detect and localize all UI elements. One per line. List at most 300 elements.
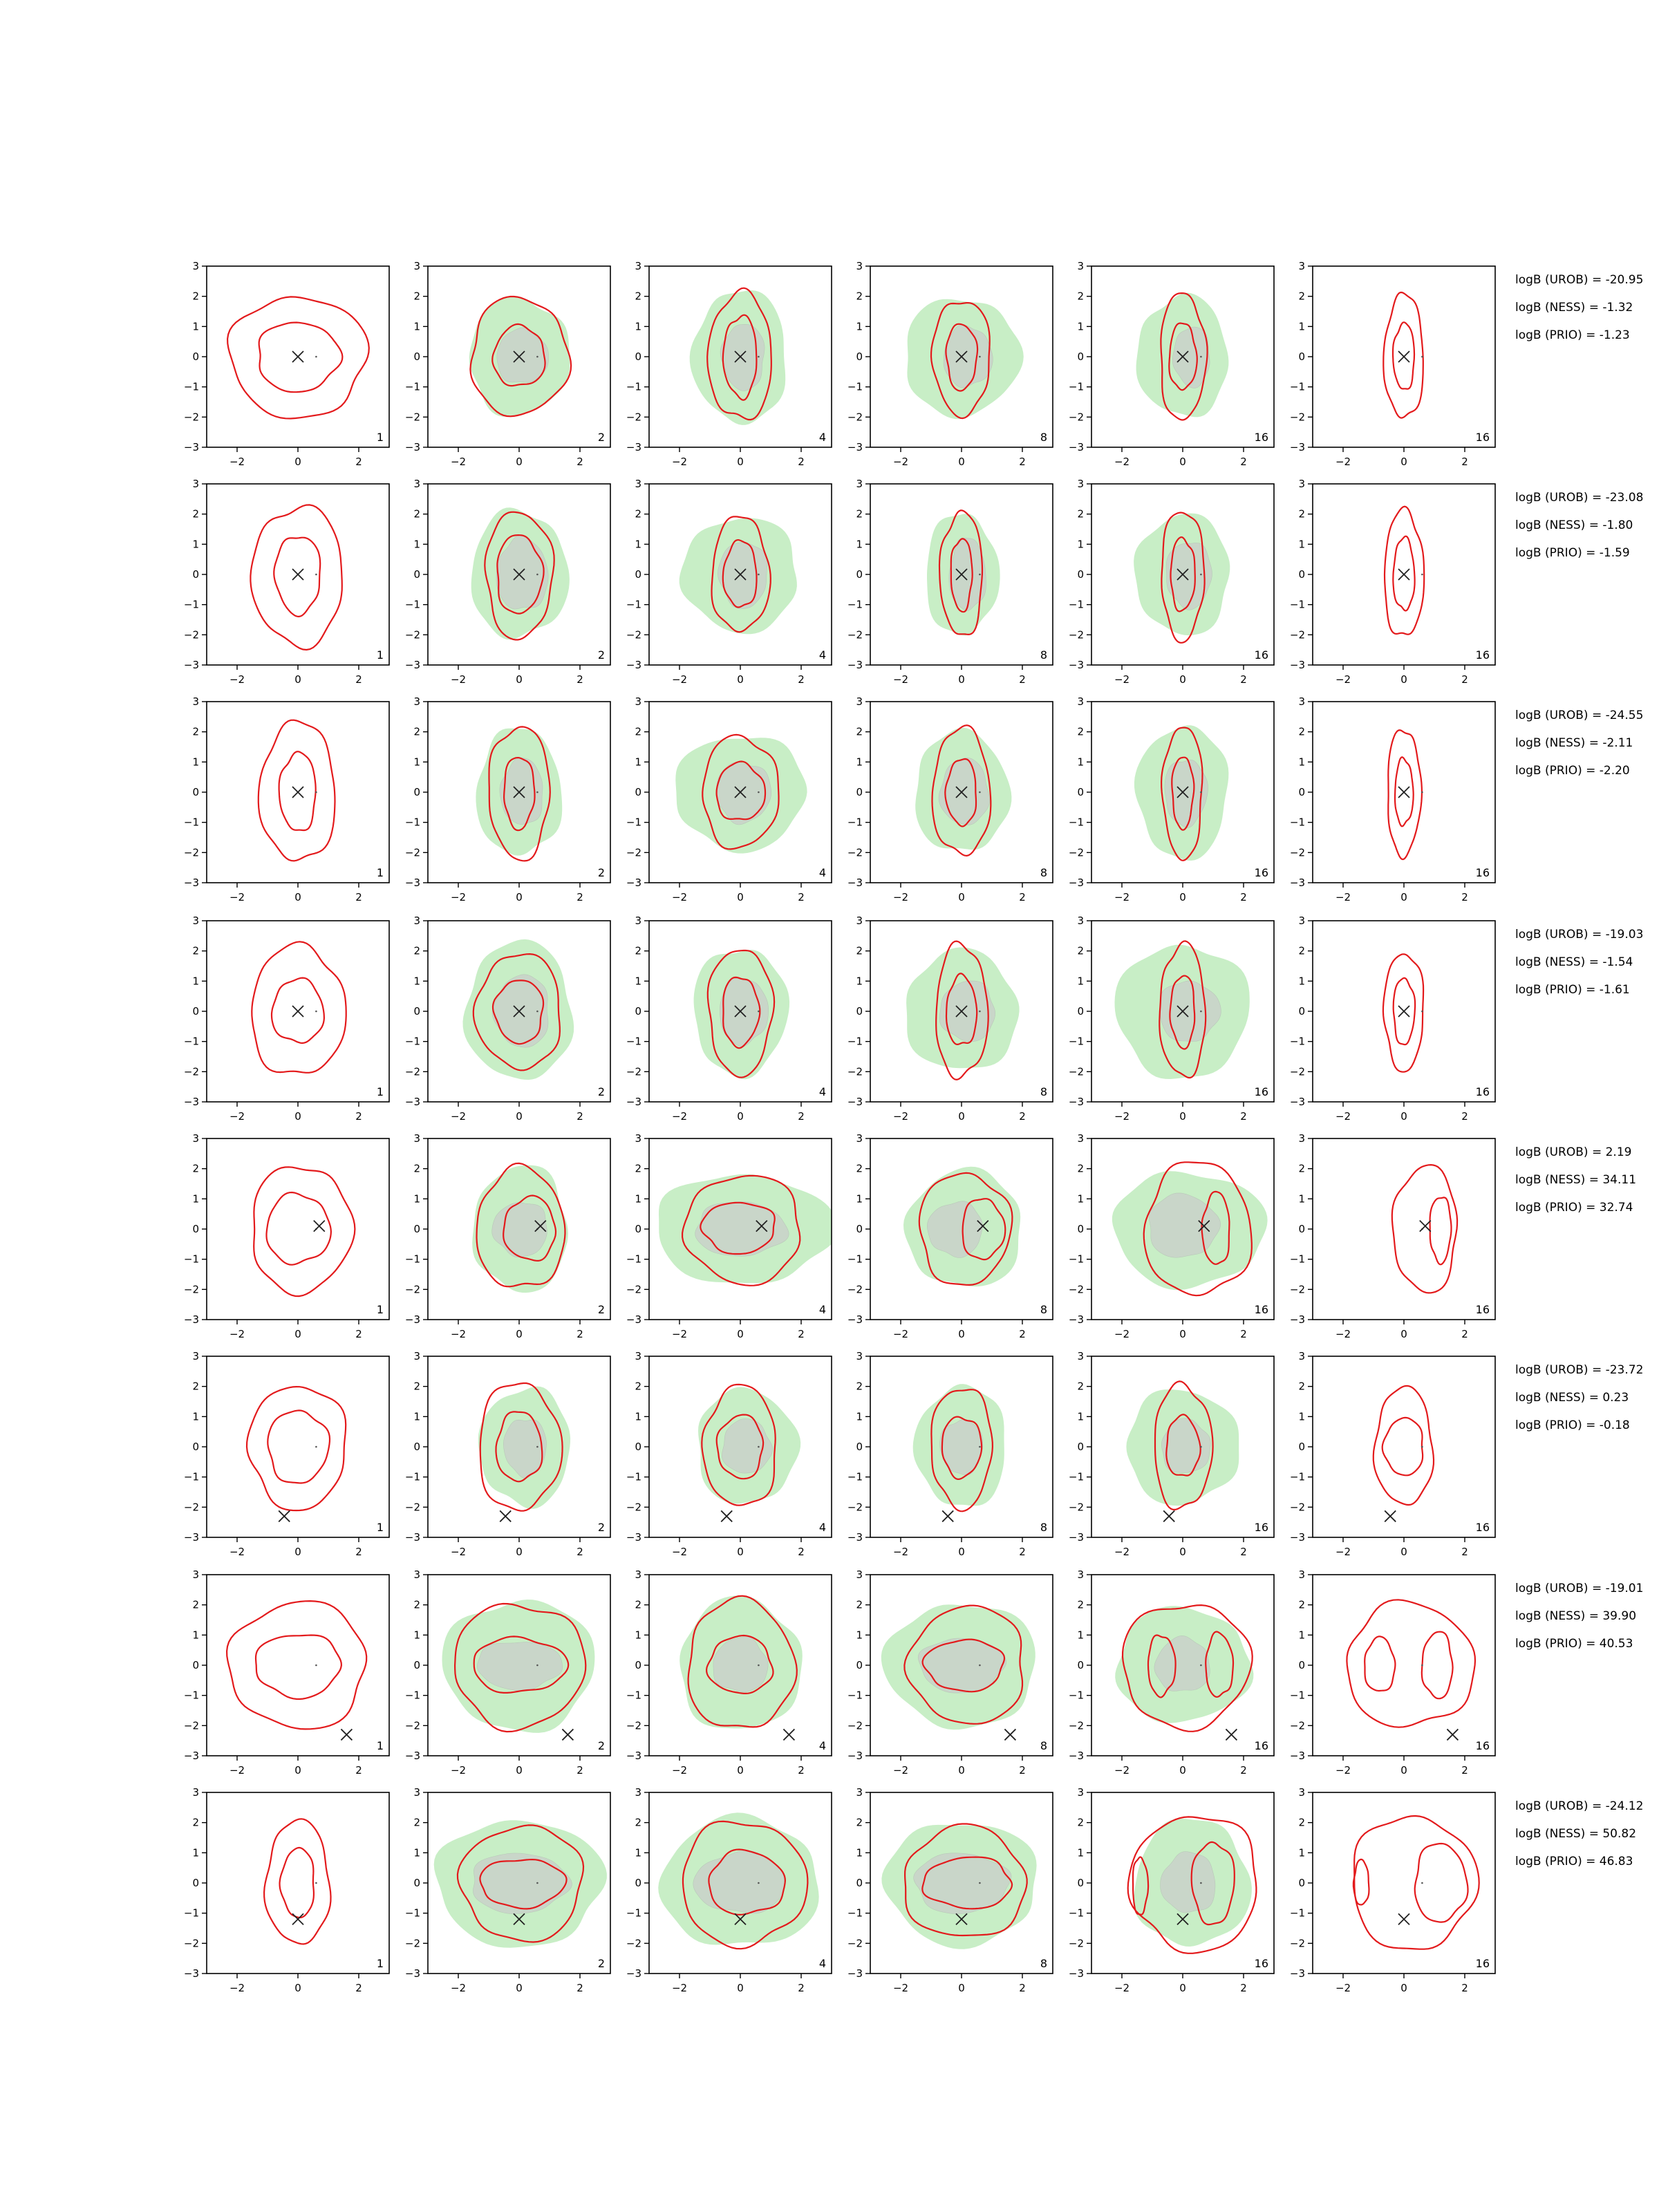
y-tick-label: −1 xyxy=(183,1689,199,1702)
y-tick-label: −3 xyxy=(626,1313,641,1326)
true-value-marker xyxy=(292,569,303,580)
panel-r1-c5 xyxy=(1069,260,1274,468)
panel-label: 4 xyxy=(818,866,826,879)
x-tick-label: 2 xyxy=(1019,1764,1026,1777)
panel-label: 4 xyxy=(818,1739,826,1752)
y-tick-label: −2 xyxy=(847,1719,863,1732)
y-tick-label: 3 xyxy=(635,1786,641,1799)
y-tick-label: 2 xyxy=(192,1816,199,1829)
y-tick-label: −1 xyxy=(1068,1689,1084,1702)
y-tick-label: 0 xyxy=(635,568,641,581)
y-tick-label: 0 xyxy=(1077,786,1084,798)
contour-line xyxy=(254,1167,355,1296)
y-tick-label: 1 xyxy=(413,756,420,769)
center-dot xyxy=(758,574,760,576)
y-tick-label: −1 xyxy=(1068,380,1084,393)
panel-label: 1 xyxy=(376,1739,384,1752)
panel-label: 1 xyxy=(376,1303,384,1316)
y-tick-label: 1 xyxy=(856,1846,863,1859)
y-tick-label: −1 xyxy=(1289,1906,1305,1920)
center-dot xyxy=(758,1882,760,1884)
y-tick-label: −2 xyxy=(1068,1719,1084,1732)
center-dot xyxy=(315,1446,317,1448)
y-tick-label: 1 xyxy=(192,1846,199,1859)
y-tick-label: −1 xyxy=(404,380,420,393)
x-tick-label: 0 xyxy=(294,673,301,686)
x-tick-label: 0 xyxy=(294,1328,301,1340)
y-tick-label: −3 xyxy=(1068,1313,1084,1326)
center-dot xyxy=(1200,574,1202,576)
y-tick-label: −2 xyxy=(183,1283,199,1296)
panel-r6-c1 xyxy=(184,1350,389,1558)
x-tick-label: −2 xyxy=(1335,891,1351,903)
y-tick-label: 1 xyxy=(192,538,199,551)
x-tick-label: 0 xyxy=(958,1764,965,1777)
y-tick-label: 0 xyxy=(856,1659,863,1671)
panel-label: 4 xyxy=(818,648,826,662)
y-tick-label: 0 xyxy=(856,1441,863,1453)
y-tick-label: −3 xyxy=(404,1531,420,1544)
y-tick-label: 1 xyxy=(1077,320,1084,333)
panel-r5-c1 xyxy=(184,1132,389,1340)
x-tick-label: 0 xyxy=(737,1982,744,1994)
logb-annotation: logB (UROB) = 2.19 xyxy=(1515,1145,1632,1159)
panel-r6-c5 xyxy=(1069,1350,1274,1558)
x-tick-label: 0 xyxy=(516,1110,523,1123)
y-tick-label: 2 xyxy=(413,507,420,521)
logb-annotation: logB (UROB) = -23.72 xyxy=(1515,1363,1644,1377)
axes-frame xyxy=(1313,1138,1495,1320)
x-tick-label: 2 xyxy=(577,1110,583,1123)
panel-label: 16 xyxy=(1254,648,1268,662)
x-tick-label: −2 xyxy=(892,1764,909,1777)
y-tick-label: 3 xyxy=(192,1568,199,1581)
y-tick-label: 2 xyxy=(413,1816,420,1829)
x-tick-label: 0 xyxy=(294,456,301,468)
y-tick-label: 1 xyxy=(413,1192,420,1206)
y-tick-label: −3 xyxy=(404,1967,420,1980)
y-tick-label: −2 xyxy=(626,411,641,424)
logb-annotation: logB (UROB) = -20.95 xyxy=(1515,273,1644,287)
x-tick-label: 0 xyxy=(1400,1328,1407,1340)
y-tick-label: 0 xyxy=(1298,568,1305,581)
y-tick-label: −1 xyxy=(847,1253,863,1266)
y-tick-label: 1 xyxy=(1298,320,1305,333)
panel-r8-c6 xyxy=(1290,1786,1495,1994)
panel-label: 8 xyxy=(1040,1739,1047,1752)
y-tick-label: 3 xyxy=(635,260,641,272)
y-tick-label: −3 xyxy=(1289,1096,1305,1108)
panel-label: 16 xyxy=(1475,866,1490,879)
x-tick-label: 2 xyxy=(798,456,805,468)
y-tick-label: 2 xyxy=(192,507,199,521)
y-tick-label: −1 xyxy=(1289,1035,1305,1048)
panel-r7-c5 xyxy=(1069,1568,1274,1777)
x-tick-label: 0 xyxy=(737,1110,744,1123)
x-tick-label: 2 xyxy=(355,673,362,686)
y-tick-label: 2 xyxy=(1077,1816,1084,1829)
y-tick-label: 0 xyxy=(413,786,420,798)
panel-r2-c4 xyxy=(847,478,1053,686)
y-tick-label: 3 xyxy=(192,695,199,708)
y-tick-label: 2 xyxy=(856,1380,863,1393)
y-tick-label: −1 xyxy=(626,1470,641,1483)
y-tick-label: 0 xyxy=(856,350,863,363)
contour-line xyxy=(227,1601,366,1729)
y-tick-label: 2 xyxy=(1298,725,1305,738)
y-tick-label: −2 xyxy=(183,411,199,424)
logb-annotation: logB (PRIO) = 46.83 xyxy=(1515,1855,1633,1868)
true-value-marker xyxy=(942,1510,953,1521)
y-tick-label: −3 xyxy=(404,1096,420,1108)
x-tick-label: −2 xyxy=(671,1328,688,1340)
y-tick-label: −2 xyxy=(847,846,863,859)
true-value-marker xyxy=(314,1221,325,1232)
y-tick-label: −1 xyxy=(404,1689,420,1702)
x-tick-label: 2 xyxy=(1240,673,1247,686)
logb-annotation: logB (PRIO) = -1.61 xyxy=(1515,983,1630,997)
x-tick-label: 0 xyxy=(1400,1110,1407,1123)
contour-line xyxy=(1393,536,1414,611)
panel-label: 8 xyxy=(1040,1957,1047,1970)
y-tick-label: 1 xyxy=(1298,538,1305,551)
y-tick-label: 0 xyxy=(1077,1441,1084,1453)
y-tick-label: −3 xyxy=(626,441,641,453)
x-tick-label: −2 xyxy=(229,1110,245,1123)
x-tick-label: 0 xyxy=(1179,1328,1186,1340)
y-tick-label: 3 xyxy=(1298,695,1305,708)
y-tick-label: −1 xyxy=(404,816,420,829)
center-dot xyxy=(1421,1665,1423,1667)
y-tick-label: 2 xyxy=(413,725,420,738)
y-tick-label: 3 xyxy=(856,1132,863,1145)
x-tick-label: 2 xyxy=(355,1982,362,1994)
y-tick-label: 0 xyxy=(1077,568,1084,581)
y-tick-label: −3 xyxy=(847,877,863,889)
y-tick-label: 1 xyxy=(413,1410,420,1423)
contour-line xyxy=(1383,954,1423,1071)
y-tick-label: −1 xyxy=(404,598,420,611)
y-tick-label: 1 xyxy=(192,1192,199,1206)
y-tick-label: 0 xyxy=(856,1877,863,1889)
x-tick-label: −2 xyxy=(1114,1982,1130,1994)
y-tick-label: 1 xyxy=(192,975,199,988)
x-tick-label: 2 xyxy=(577,1546,583,1558)
y-tick-label: −2 xyxy=(847,1065,863,1078)
y-tick-label: 1 xyxy=(856,1192,863,1206)
y-tick-label: −1 xyxy=(183,816,199,829)
x-tick-label: −2 xyxy=(1335,1328,1351,1340)
center-dot xyxy=(1200,1011,1202,1013)
y-tick-label: −1 xyxy=(847,1906,863,1920)
panel-r3-c4 xyxy=(847,695,1053,903)
y-tick-label: −1 xyxy=(1289,1470,1305,1483)
y-tick-label: −3 xyxy=(1068,877,1084,889)
y-tick-label: −2 xyxy=(1068,846,1084,859)
x-tick-label: 2 xyxy=(1019,673,1026,686)
y-tick-label: −2 xyxy=(847,1501,863,1514)
x-tick-label: 0 xyxy=(1400,891,1407,903)
true-value-marker xyxy=(783,1729,794,1740)
x-tick-label: 0 xyxy=(958,1546,965,1558)
y-tick-label: −2 xyxy=(1068,628,1084,641)
y-tick-label: 3 xyxy=(856,915,863,927)
y-tick-label: 0 xyxy=(1298,1223,1305,1235)
y-tick-label: 2 xyxy=(635,1816,641,1829)
contour-line xyxy=(1365,1636,1395,1691)
x-tick-label: 0 xyxy=(1179,456,1186,468)
logb-annotation: logB (PRIO) = -1.59 xyxy=(1515,546,1630,560)
y-tick-label: 2 xyxy=(192,290,199,303)
y-tick-label: −1 xyxy=(1068,1470,1084,1483)
x-tick-label: 0 xyxy=(958,456,965,468)
y-tick-label: −1 xyxy=(626,1906,641,1920)
y-tick-label: −3 xyxy=(404,659,420,671)
contour-line xyxy=(1353,1859,1369,1905)
x-tick-label: −2 xyxy=(671,1982,688,1994)
contour-line xyxy=(1430,1197,1452,1264)
y-tick-label: −2 xyxy=(404,1719,420,1732)
x-tick-label: 2 xyxy=(1019,456,1026,468)
center-dot xyxy=(315,574,317,576)
x-tick-label: −2 xyxy=(671,1546,688,1558)
y-tick-label: −2 xyxy=(1289,846,1305,859)
y-tick-label: 0 xyxy=(635,1005,641,1018)
x-tick-label: 0 xyxy=(958,1982,965,1994)
y-tick-label: 0 xyxy=(192,350,199,363)
x-tick-label: 2 xyxy=(355,456,362,468)
y-tick-label: −3 xyxy=(1068,1750,1084,1762)
panel-label: 16 xyxy=(1254,1521,1268,1534)
y-tick-label: 3 xyxy=(413,478,420,490)
y-tick-label: 3 xyxy=(413,1132,420,1145)
y-tick-label: −1 xyxy=(183,1035,199,1048)
y-tick-label: −3 xyxy=(183,1313,199,1326)
x-tick-label: 0 xyxy=(737,1546,744,1558)
y-tick-label: 2 xyxy=(192,1380,199,1393)
x-tick-label: −2 xyxy=(450,1110,467,1123)
x-tick-label: 0 xyxy=(294,891,301,903)
y-tick-label: 1 xyxy=(635,756,641,769)
y-tick-label: −3 xyxy=(404,1750,420,1762)
x-tick-label: 0 xyxy=(1179,1546,1186,1558)
y-tick-label: 2 xyxy=(1298,1380,1305,1393)
center-dot xyxy=(1421,1011,1423,1013)
y-tick-label: 1 xyxy=(635,975,641,988)
y-tick-label: 1 xyxy=(1077,1846,1084,1859)
center-dot xyxy=(979,1882,981,1884)
y-tick-label: −3 xyxy=(847,1967,863,1980)
y-tick-label: 0 xyxy=(413,1877,420,1889)
x-tick-label: −2 xyxy=(671,673,688,686)
x-tick-label: −2 xyxy=(229,456,245,468)
y-tick-label: 0 xyxy=(413,350,420,363)
panel-label: 1 xyxy=(376,866,384,879)
y-tick-label: 3 xyxy=(413,695,420,708)
panel-label: 2 xyxy=(597,648,605,662)
y-tick-label: −3 xyxy=(1289,1531,1305,1544)
y-tick-label: −2 xyxy=(183,1065,199,1078)
axes-frame xyxy=(1313,1356,1495,1537)
y-tick-label: −1 xyxy=(183,1906,199,1920)
y-tick-label: −1 xyxy=(1289,1253,1305,1266)
panel-r2-c6 xyxy=(1290,478,1495,686)
y-tick-label: 2 xyxy=(635,1162,641,1175)
y-tick-label: 1 xyxy=(856,1410,863,1423)
y-tick-label: 0 xyxy=(192,786,199,798)
y-tick-label: 2 xyxy=(856,1598,863,1611)
y-tick-label: 3 xyxy=(1298,260,1305,272)
y-tick-label: 3 xyxy=(635,695,641,708)
y-tick-label: 0 xyxy=(1298,1659,1305,1671)
x-tick-label: 2 xyxy=(1019,891,1026,903)
y-tick-label: 0 xyxy=(1077,1005,1084,1018)
y-tick-label: −3 xyxy=(183,1531,199,1544)
y-tick-label: 2 xyxy=(413,1598,420,1611)
center-dot xyxy=(758,791,760,794)
y-tick-label: 2 xyxy=(1077,1380,1084,1393)
contour-line xyxy=(252,941,346,1073)
x-tick-label: −2 xyxy=(892,673,909,686)
logb-annotation: logB (UROB) = -24.12 xyxy=(1515,1799,1644,1813)
true-value-marker xyxy=(500,1510,511,1521)
y-tick-label: 3 xyxy=(1298,1786,1305,1799)
y-tick-label: 1 xyxy=(635,1192,641,1206)
x-tick-label: −2 xyxy=(1114,891,1130,903)
y-tick-label: −3 xyxy=(847,1313,863,1326)
y-tick-label: 0 xyxy=(1077,1877,1084,1889)
x-tick-label: −2 xyxy=(1114,1328,1130,1340)
contour-line xyxy=(1422,1632,1453,1699)
x-tick-label: 2 xyxy=(577,673,583,686)
panel-label: 16 xyxy=(1475,1957,1490,1970)
center-dot xyxy=(1200,356,1202,358)
y-tick-label: 1 xyxy=(1077,1192,1084,1206)
x-tick-label: −2 xyxy=(450,891,467,903)
y-tick-label: −1 xyxy=(626,598,641,611)
y-tick-label: −3 xyxy=(847,1750,863,1762)
y-tick-label: 3 xyxy=(635,478,641,490)
center-dot xyxy=(536,1446,538,1448)
y-tick-label: −2 xyxy=(1068,1501,1084,1514)
true-value-marker xyxy=(721,1510,732,1521)
x-tick-label: −2 xyxy=(450,1328,467,1340)
y-tick-label: −1 xyxy=(847,816,863,829)
y-tick-label: 3 xyxy=(413,1786,420,1799)
y-tick-label: −1 xyxy=(183,598,199,611)
y-tick-label: −3 xyxy=(1068,1531,1084,1544)
y-tick-label: −2 xyxy=(1289,1501,1305,1514)
panel-label: 2 xyxy=(597,1739,605,1752)
y-tick-label: −3 xyxy=(1289,1750,1305,1762)
panel-r5-c2 xyxy=(405,1132,610,1340)
panel-r4-c6 xyxy=(1290,915,1495,1123)
y-tick-label: 2 xyxy=(856,290,863,303)
panel-label: 8 xyxy=(1040,866,1047,879)
true-value-marker xyxy=(341,1729,352,1740)
panel-r4-c3 xyxy=(626,915,832,1123)
y-tick-label: −2 xyxy=(1289,1719,1305,1732)
true-value-marker xyxy=(1004,1729,1015,1740)
x-tick-label: 0 xyxy=(958,891,965,903)
logb-annotation: logB (UROB) = -24.55 xyxy=(1515,709,1644,722)
panel-label: 16 xyxy=(1254,866,1268,879)
logb-annotation: logB (NESS) = -2.11 xyxy=(1515,736,1633,750)
y-tick-label: −3 xyxy=(626,1750,641,1762)
x-tick-label: −2 xyxy=(229,673,245,686)
x-tick-label: 2 xyxy=(1240,1546,1247,1558)
logb-annotation: logB (NESS) = 34.11 xyxy=(1515,1173,1637,1187)
x-tick-label: 2 xyxy=(1461,1982,1468,1994)
x-tick-label: 2 xyxy=(798,1546,805,1558)
x-tick-label: −2 xyxy=(671,456,688,468)
x-tick-label: 2 xyxy=(798,1764,805,1777)
y-tick-label: −2 xyxy=(404,1283,420,1296)
y-tick-label: −3 xyxy=(847,441,863,453)
panel-r2-c5 xyxy=(1069,478,1274,686)
y-tick-label: −3 xyxy=(183,1967,199,1980)
x-tick-label: 2 xyxy=(1461,1546,1468,1558)
y-tick-label: −3 xyxy=(626,659,641,671)
y-tick-label: 0 xyxy=(192,1877,199,1889)
y-tick-label: 3 xyxy=(635,1568,641,1581)
panel-r6-c4 xyxy=(847,1350,1053,1558)
center-dot xyxy=(979,791,981,794)
panel-label: 4 xyxy=(818,1957,826,1970)
y-tick-label: −3 xyxy=(626,1967,641,1980)
y-tick-label: −1 xyxy=(404,1906,420,1920)
center-dot xyxy=(1421,1446,1423,1448)
x-tick-label: 2 xyxy=(577,891,583,903)
y-tick-label: 2 xyxy=(1298,290,1305,303)
y-tick-label: −2 xyxy=(847,628,863,641)
y-tick-label: 3 xyxy=(192,478,199,490)
y-tick-label: 1 xyxy=(856,538,863,551)
y-tick-label: 3 xyxy=(1077,1568,1084,1581)
x-tick-label: −2 xyxy=(892,456,909,468)
y-tick-label: 3 xyxy=(856,478,863,490)
x-tick-label: 2 xyxy=(355,1110,362,1123)
center-dot xyxy=(536,1665,538,1667)
y-tick-label: −1 xyxy=(183,1253,199,1266)
y-tick-label: 2 xyxy=(1077,290,1084,303)
y-tick-label: −2 xyxy=(404,1937,420,1950)
y-tick-label: 0 xyxy=(192,1223,199,1235)
x-tick-label: 0 xyxy=(516,1546,523,1558)
y-tick-label: 3 xyxy=(856,695,863,708)
panel-r3-c5 xyxy=(1069,695,1274,903)
y-tick-label: 0 xyxy=(413,1441,420,1453)
y-tick-label: 1 xyxy=(856,320,863,333)
y-tick-label: 1 xyxy=(413,320,420,333)
y-tick-label: 1 xyxy=(1298,1846,1305,1859)
center-dot xyxy=(979,1446,981,1448)
panel-r7-c3 xyxy=(626,1568,832,1777)
true-value-marker xyxy=(1398,569,1409,580)
y-tick-label: −1 xyxy=(1068,1253,1084,1266)
panel-r8-c4 xyxy=(847,1786,1053,1994)
true-value-marker xyxy=(1420,1221,1431,1232)
contour-line xyxy=(268,1410,330,1483)
panel-label: 2 xyxy=(597,1521,605,1534)
y-tick-label: −3 xyxy=(183,659,199,671)
y-tick-label: −2 xyxy=(1068,1283,1084,1296)
panel-r1-c4 xyxy=(847,260,1053,468)
y-tick-label: −3 xyxy=(1068,441,1084,453)
x-tick-label: 0 xyxy=(516,1328,523,1340)
panel-r4-c1 xyxy=(184,915,389,1123)
panel-label: 16 xyxy=(1254,1739,1268,1752)
